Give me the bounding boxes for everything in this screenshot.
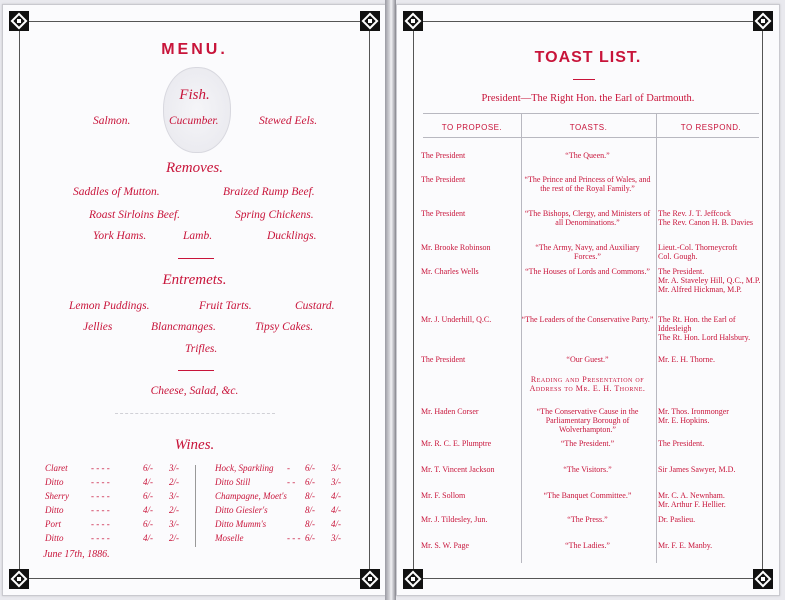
wine-dash: - - - - — [91, 519, 110, 529]
header-to-propose: TO PROPOSE. — [441, 123, 503, 132]
menu-item: Cucumber. — [169, 115, 219, 127]
embossed-crest-icon — [163, 67, 231, 153]
wine-p1: 6/- — [305, 533, 315, 543]
wine-dash: - - - - — [91, 477, 110, 487]
menu-title: MENU. — [161, 41, 228, 58]
menu-item: Spring Chickens. — [235, 209, 314, 221]
wine-p2: 3/- — [331, 463, 341, 473]
wine-dash: - - - - — [91, 491, 110, 501]
toast-toast-cell: “The Conservative Cause in the Parliamentary Borough of Wolverhampton.” — [536, 407, 639, 434]
wine-p2: 3/- — [331, 477, 341, 487]
corner-ornament-icon — [753, 11, 773, 31]
toast-respond-cell: Sir James Sawyer, M.D. — [658, 465, 736, 474]
toast-toast-cell: “The Houses of Lords and Commons.” — [525, 267, 650, 276]
wine-row — [45, 533, 189, 543]
toast-toast-cell: “The Army, Navy, and Auxiliary Forces.” — [535, 243, 640, 261]
section-rule — [178, 370, 214, 371]
wine-p2: 2/- — [169, 477, 179, 487]
wine-dash: - - — [287, 477, 296, 487]
menu-item: Saddles of Mutton. — [73, 186, 160, 198]
toast-page — [396, 4, 780, 596]
wine-name: Sherry — [45, 491, 69, 501]
wine-dash: - - - - — [91, 533, 110, 543]
toast-title: TOAST LIST. — [534, 49, 642, 66]
corner-ornament-icon — [403, 569, 423, 589]
toast-respond-cell: The President. — [658, 439, 705, 448]
wine-name: Ditto Giesler's — [215, 505, 268, 515]
wine-name: Claret — [45, 463, 68, 473]
wine-name: Moselle — [215, 533, 244, 543]
wine-row — [215, 477, 349, 487]
book-spine — [385, 0, 396, 600]
wine-p2: 2/- — [169, 505, 179, 515]
toast-propose-cell: Mr. R. C. E. Plumptre — [421, 439, 492, 448]
header-toasts: TOASTS. — [569, 123, 608, 132]
corner-ornament-icon — [360, 569, 380, 589]
toast-propose-cell: Mr. Haden Corser — [421, 407, 479, 416]
wine-p1: 4/- — [143, 505, 153, 515]
toast-respond-cell: The President. Mr. A. Staveley Hill, Q.C., M.P. Mr. Alfred Hickman, M.P. — [658, 267, 761, 294]
toast-toast-cell: Reading and Presentation of Address to Mr. E. H. Thorne. — [529, 375, 646, 393]
wine-dash: - — [287, 463, 290, 473]
menu-item: Custard. — [295, 300, 335, 312]
toast-toast-cell: “The Queen.” — [565, 151, 610, 160]
menu-item: Blancmanges. — [151, 321, 216, 333]
wine-p2: 3/- — [331, 533, 341, 543]
menu-item: Trifles. — [185, 343, 218, 355]
corner-ornament-icon — [9, 11, 29, 31]
wine-name: Ditto — [45, 533, 64, 543]
wine-p2: 3/- — [169, 519, 179, 529]
menu-page — [2, 4, 387, 596]
toast-toast-cell: “The Bishops, Clergy, and Ministers of all Denominations.” — [524, 209, 651, 227]
section-rule — [178, 258, 214, 259]
wine-p2: 3/- — [169, 463, 179, 473]
menu-item: Ducklings. — [267, 230, 317, 242]
wine-p1: 6/- — [305, 463, 315, 473]
menu-item: Braized Rump Beef. — [223, 186, 315, 198]
toast-toast-cell: “The Ladies.” — [565, 541, 610, 550]
menu-date: June 17th, 1886. — [43, 549, 110, 560]
wine-dash: - - - - — [91, 463, 110, 473]
wine-row — [215, 519, 349, 529]
removes-heading: Removes. — [165, 160, 224, 176]
column-divider — [656, 113, 657, 563]
wine-p2: 3/- — [169, 491, 179, 501]
wine-p1: 8/- — [305, 491, 315, 501]
wine-p1: 8/- — [305, 519, 315, 529]
corner-ornament-icon — [753, 569, 773, 589]
wine-divider — [195, 465, 196, 547]
menu-item: York Hams. — [93, 230, 147, 242]
wine-row — [45, 491, 189, 501]
corner-ornament-icon — [360, 11, 380, 31]
toast-toast-cell: “Our Guest.” — [566, 355, 609, 364]
wine-p1: 8/- — [305, 505, 315, 515]
toast-propose-cell: Mr. Brooke Robinson — [421, 243, 491, 252]
cheese-line: Cheese, Salad, &c. — [150, 385, 239, 397]
menu-item: Roast Sirloins Beef. — [89, 209, 181, 221]
wine-name: Champagne, Moet's — [215, 491, 287, 501]
wine-p2: 4/- — [331, 491, 341, 501]
toast-propose-cell: The President — [421, 209, 466, 218]
menu-item: Fruit Tarts. — [199, 300, 252, 312]
toast-toast-cell: “The Leaders of the Conservative Party.” — [521, 315, 654, 324]
fish-heading: Fish. — [179, 87, 210, 103]
toast-propose-cell: The President — [421, 355, 466, 364]
wine-p1: 6/- — [143, 491, 153, 501]
menu-item: Jellies — [83, 321, 113, 333]
menu-item: Lemon Puddings. — [69, 300, 150, 312]
toast-respond-cell: Mr. Thos. Ironmonger Mr. E. Hopkins. — [658, 407, 729, 425]
toast-propose-cell: Mr. F. Sollom — [421, 491, 466, 500]
toast-respond-cell: Mr. E. H. Thorne. — [658, 355, 715, 364]
wine-name: Hock, Sparkling — [215, 463, 274, 473]
table-rule — [423, 113, 759, 114]
wine-row — [215, 505, 349, 515]
menu-item: Stewed Eels. — [259, 115, 318, 127]
menu-item: Salmon. — [93, 115, 131, 127]
corner-ornament-icon — [9, 569, 29, 589]
wine-name: Ditto — [45, 477, 64, 487]
wine-p2: 4/- — [331, 519, 341, 529]
wine-p2: 4/- — [331, 505, 341, 515]
toast-propose-cell: Mr. T. Vincent Jackson — [421, 465, 495, 474]
toast-propose-cell: Mr. Charles Wells — [421, 267, 479, 276]
toast-respond-cell: Dr. Paslieu. — [658, 515, 696, 524]
header-to-respond: TO RESPOND. — [680, 123, 742, 132]
menu-item: Lamb. — [183, 230, 213, 242]
wine-p1: 6/- — [305, 477, 315, 487]
wine-p1: 4/- — [143, 533, 153, 543]
toast-respond-cell: Lieut.-Col. Thorneycroft Col. Gough. — [658, 243, 738, 261]
toast-propose-cell: The President — [421, 151, 466, 160]
decorative-rule — [115, 413, 275, 414]
toast-toast-cell: “The President.” — [560, 439, 615, 448]
wine-row — [45, 477, 189, 487]
wine-name: Ditto Mumm's — [215, 519, 267, 529]
toast-toast-cell: “The Press.” — [567, 515, 608, 524]
wine-row — [215, 533, 349, 543]
toast-respond-cell: The Rt. Hon. the Earl of Iddesleigh The Rt. Hon. Lord Halsbury. — [658, 315, 751, 342]
entremets-heading: Entremets. — [162, 272, 227, 288]
wine-dash: - - - - — [91, 505, 110, 515]
toast-respond-cell: Mr. F. E. Manby. — [658, 541, 713, 550]
toast-propose-cell: Mr. S. W. Page — [421, 541, 470, 550]
toast-respond-cell: The Rev. J. T. Jeffcock The Rev. Canon H. B. Davies — [658, 209, 754, 227]
president-line: President—The Right Hon. the Earl of Dartmouth. — [481, 93, 695, 104]
toast-toast-cell: “The Banquet Committee.” — [543, 491, 632, 500]
toast-propose-cell: Mr. J. Underhill, Q.C. — [421, 315, 492, 324]
wine-p1: 6/- — [143, 519, 153, 529]
wine-row — [45, 463, 189, 473]
corner-ornament-icon — [403, 11, 423, 31]
toast-toast-cell: “The Prince and Princess of Wales, and the rest of the Royal Family.” — [524, 175, 651, 193]
toast-toast-cell: “The Visitors.” — [563, 465, 612, 474]
wine-row — [45, 519, 189, 529]
wine-row — [215, 463, 349, 473]
toast-propose-cell: Mr. J. Tildesley, Jun. — [421, 515, 488, 524]
toast-propose-cell: The President — [421, 175, 466, 184]
wine-p1: 6/- — [143, 463, 153, 473]
wine-name: Ditto Still — [215, 477, 251, 487]
wines-heading: Wines. — [174, 437, 215, 453]
menu-item: Tipsy Cakes. — [255, 321, 314, 333]
wine-p2: 2/- — [169, 533, 179, 543]
title-rule — [573, 79, 595, 80]
wine-name: Port — [45, 519, 62, 529]
wine-row — [215, 491, 349, 501]
wine-name: Ditto — [45, 505, 64, 515]
toast-respond-cell: Mr. C. A. Newnham. Mr. Arthur F. Hellier. — [658, 491, 726, 509]
wine-p1: 4/- — [143, 477, 153, 487]
table-rule — [423, 137, 759, 138]
wine-dash: - - - — [287, 533, 301, 543]
wine-row — [45, 505, 189, 515]
